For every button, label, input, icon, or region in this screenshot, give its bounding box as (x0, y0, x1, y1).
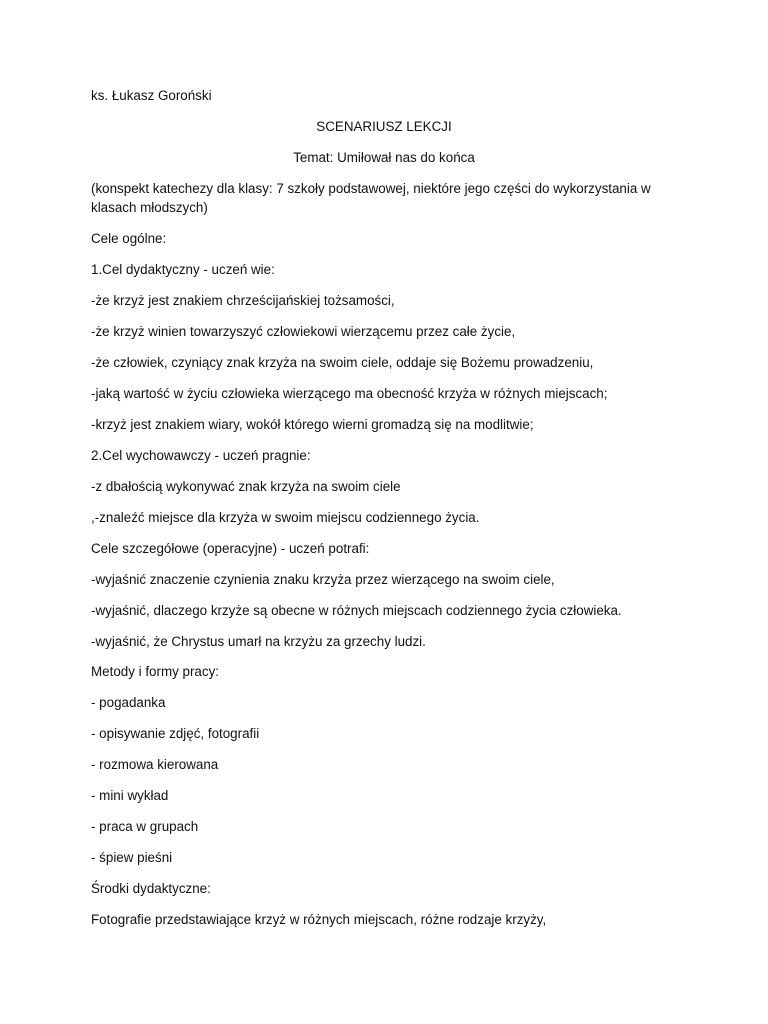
didactic-means-heading: Środki dydaktyczne: (91, 881, 211, 896)
educational-goal-heading: 2.Cel wychowawczy - uczeń pragnie: (91, 448, 311, 463)
didactic-item: -że człowiek, czyniący znak krzyża na swoim ciele, oddaje się Bożemu prowadzeniu, (91, 355, 594, 370)
didactic-item: -krzyż jest znakiem wiary, wokół którego wierni gromadzą się na modlitwie; (91, 417, 534, 432)
didactic-item: -że krzyż winien towarzyszyć człowiekowi wierzącemu przez całe życie, (91, 324, 516, 339)
methods-heading: Metody i formy pracy: (91, 664, 219, 679)
specific-goals-heading: Cele szczegółowe (operacyjne) - uczeń potrafi: (91, 541, 370, 556)
educational-item: -z dbałością wykonywać znak krzyża na swoim ciele (91, 479, 401, 494)
didactic-means-text: Fotografie przedstawiające krzyż w różnych miejscach, różne rodzaje krzyży, (91, 912, 547, 927)
author-line: ks. Łukasz Goroński (91, 88, 212, 103)
specific-item: -wyjaśnić znaczenie czynienia znaku krzyża przez wierzącego na swoim ciele, (91, 572, 555, 587)
general-goals-heading: Cele ogólne: (91, 231, 167, 246)
method-item: - praca w grupach (91, 819, 199, 834)
didactic-goal-heading: 1.Cel dydaktyczny - uczeń wie: (91, 262, 275, 277)
method-item: - mini wykład (91, 788, 169, 803)
document-title: SCENARIUSZ LEKCJI (316, 119, 452, 134)
specific-item: -wyjaśnić, że Chrystus umarł na krzyżu za grzechy ludzi. (91, 634, 426, 649)
method-item: - pogadanka (91, 695, 166, 710)
method-item: - rozmowa kierowana (91, 757, 219, 772)
didactic-item: -że krzyż jest znakiem chrześcijańskiej tożsamości, (91, 293, 395, 308)
intro-paragraph: (konspekt katechezy dla klasy: 7 szkoły podstawowej, niektóre jego części do wykorzystania w klasach młodszych) (91, 181, 651, 215)
method-item: - opisywanie zdjęć, fotografii (91, 726, 260, 741)
lesson-topic: Temat: Umiłował nas do końca (293, 150, 475, 165)
method-item: - śpiew pieśni (91, 850, 173, 865)
educational-item: ,-znaleźć miejsce dla krzyża w swoim miejscu codziennego życia. (91, 510, 480, 525)
didactic-item: -jaką wartość w życiu człowieka wierzącego ma obecność krzyża w różnych miejscach; (91, 386, 608, 401)
specific-item: -wyjaśnić, dlaczego krzyże są obecne w różnych miejscach codziennego życia człowieka. (91, 603, 622, 618)
